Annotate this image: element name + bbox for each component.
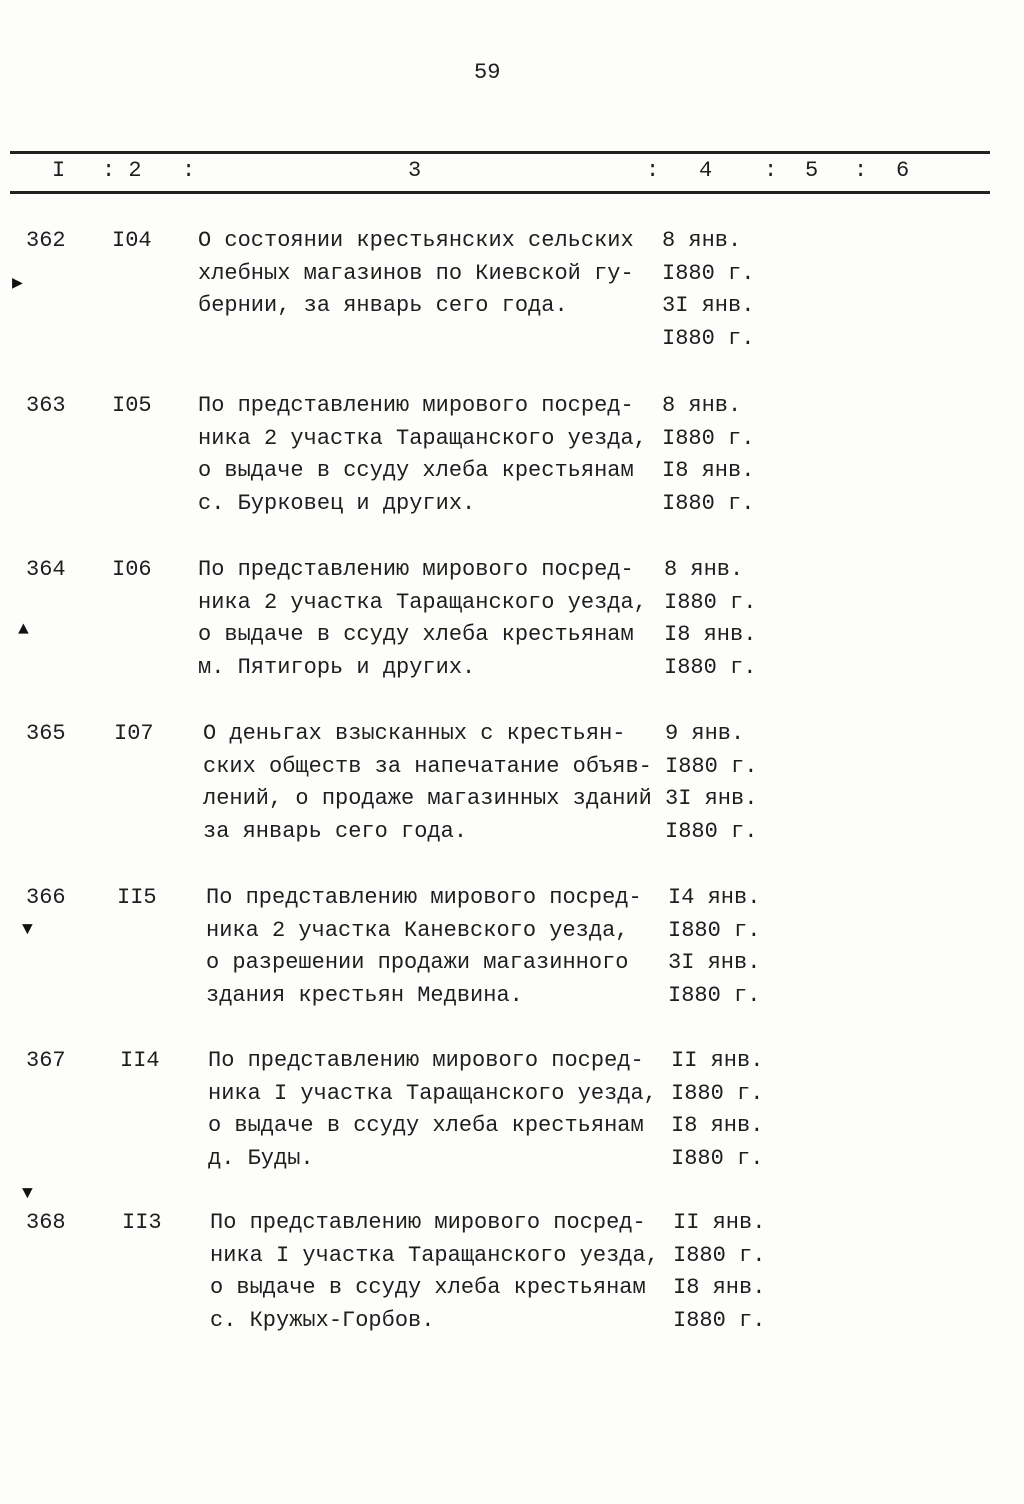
record-description — [206, 882, 642, 1012]
record-number: 368 — [26, 1210, 66, 1235]
description-line: ника 2 участка Таращанского уезда, — [198, 589, 647, 615]
date-line: I880 г. — [668, 982, 761, 1008]
date-line: I4 янв. — [668, 885, 761, 910]
header-separator: : — [182, 158, 196, 183]
margin-mark-icon: ▼ — [22, 1184, 33, 1204]
description-line: По представлению мирового посред- — [198, 557, 634, 582]
header-col-2: : 2 — [102, 158, 142, 183]
header-col-6: 6 — [896, 158, 910, 183]
description-line: с. Бурковец и других. — [198, 490, 476, 516]
date-line: I880 г. — [673, 1307, 766, 1333]
date-line: I880 г. — [665, 753, 758, 779]
description-line: м. Пятигорь и других. — [198, 654, 476, 680]
date-line: 9 янв. — [665, 721, 745, 746]
date-line: II янв. — [671, 1048, 764, 1073]
description-line: ника I участка Таращанского уезда, — [210, 1242, 659, 1268]
date-line: 8 янв. — [662, 228, 742, 253]
header-col-4: 4 — [699, 158, 713, 183]
date-line: I880 г. — [664, 654, 757, 680]
date-line: 3I янв. — [668, 950, 761, 976]
date-line: 3I янв. — [662, 293, 755, 319]
description-line: бернии, за январь сего года. — [198, 293, 568, 319]
record-dates — [662, 390, 754, 520]
record-number: 365 — [26, 721, 66, 746]
description-line: с. Кружых-Горбов. — [210, 1307, 435, 1333]
date-line: I880 г. — [665, 818, 758, 844]
date-line: I8 янв. — [671, 1113, 764, 1139]
description-line: о выдаче в ссуду хлеба крестьянам — [198, 458, 634, 484]
description-line: По представлению мирового посред- — [208, 1048, 644, 1073]
description-line: о выдаче в ссуду хлеба крестьянам — [208, 1113, 644, 1139]
record-description — [198, 390, 647, 520]
header-separator: : — [764, 158, 778, 183]
header-col-5: 5 — [805, 158, 819, 183]
record-number: 367 — [26, 1048, 66, 1073]
date-line: 8 янв. — [662, 393, 742, 418]
description-line: По представлению мирового посред- — [206, 885, 642, 910]
header-col-3: 3 — [408, 158, 422, 183]
header-separator: : — [646, 158, 660, 183]
record-dates — [665, 718, 757, 848]
description-line: о выдаче в ссуду хлеба крестьянам — [210, 1275, 646, 1301]
record-number: 364 — [26, 557, 66, 582]
description-line: за январь сего года. — [203, 818, 468, 844]
margin-mark-icon: ▶ — [12, 274, 23, 294]
record-dates — [664, 554, 756, 684]
description-line: О состоянии крестьянских сельских — [198, 228, 634, 253]
date-line: 8 янв. — [664, 557, 744, 582]
description-line: ских обществ за напечатание объяв- — [203, 753, 652, 779]
description-line: ника I участка Таращанского уезда, — [208, 1080, 657, 1106]
margin-mark-icon: ▼ — [22, 920, 33, 940]
date-line: I880 г. — [671, 1145, 764, 1171]
record-dates — [668, 882, 760, 1012]
description-line: д. Буды. — [208, 1145, 314, 1171]
header-separator: : — [854, 158, 868, 183]
description-line: о выдаче в ссуду хлеба крестьянам — [198, 622, 634, 648]
page-number: 59 — [474, 60, 501, 85]
record-number: 362 — [26, 228, 66, 253]
record-description — [210, 1207, 659, 1337]
case-number: II5 — [117, 885, 157, 910]
description-line: О деньгах взысканных с крестьян- — [203, 721, 626, 746]
case-number: I07 — [114, 721, 154, 746]
date-line: I880 г. — [662, 425, 755, 451]
record-description — [198, 554, 647, 684]
date-line: I8 янв. — [664, 622, 757, 648]
date-line: I8 янв. — [673, 1275, 766, 1301]
record-description — [203, 718, 652, 848]
date-line: II янв. — [673, 1210, 766, 1235]
date-line: I880 г. — [662, 325, 755, 351]
case-number: II4 — [120, 1048, 160, 1073]
date-line: I880 г. — [662, 260, 755, 286]
table-header-top-rule — [10, 151, 990, 154]
record-number: 363 — [26, 393, 66, 418]
record-number: 366 — [26, 885, 66, 910]
description-line: здания крестьян Медвина. — [206, 982, 523, 1008]
description-line: По представлению мирового посред- — [210, 1210, 646, 1235]
description-line: о разрешении продажи магазинного — [206, 950, 629, 976]
date-line: I880 г. — [673, 1242, 766, 1268]
date-line: I880 г. — [662, 490, 755, 516]
table-header-bottom-rule — [10, 191, 990, 194]
header-col-1: I — [52, 158, 66, 183]
date-line: I8 янв. — [662, 458, 755, 484]
description-line: По представлению мирового посред- — [198, 393, 634, 418]
margin-mark-icon: ▲ — [18, 620, 29, 640]
case-number: I04 — [112, 228, 152, 253]
record-dates — [662, 225, 754, 355]
description-line: хлебных магазинов по Киевской гу- — [198, 260, 634, 286]
description-line: ника 2 участка Таращанского уезда, — [198, 425, 647, 451]
record-description — [208, 1045, 657, 1175]
record-description — [198, 225, 634, 323]
date-line: I880 г. — [668, 917, 761, 943]
case-number: I05 — [112, 393, 152, 418]
description-line: ника 2 участка Каневского уезда, — [206, 917, 629, 943]
date-line: 3I янв. — [665, 786, 758, 812]
case-number: II3 — [122, 1210, 162, 1235]
record-dates — [671, 1045, 763, 1175]
case-number: I06 — [112, 557, 152, 582]
record-dates — [673, 1207, 765, 1337]
description-line: лений, о продаже магазинных зданий — [203, 786, 652, 812]
date-line: I880 г. — [671, 1080, 764, 1106]
date-line: I880 г. — [664, 589, 757, 615]
